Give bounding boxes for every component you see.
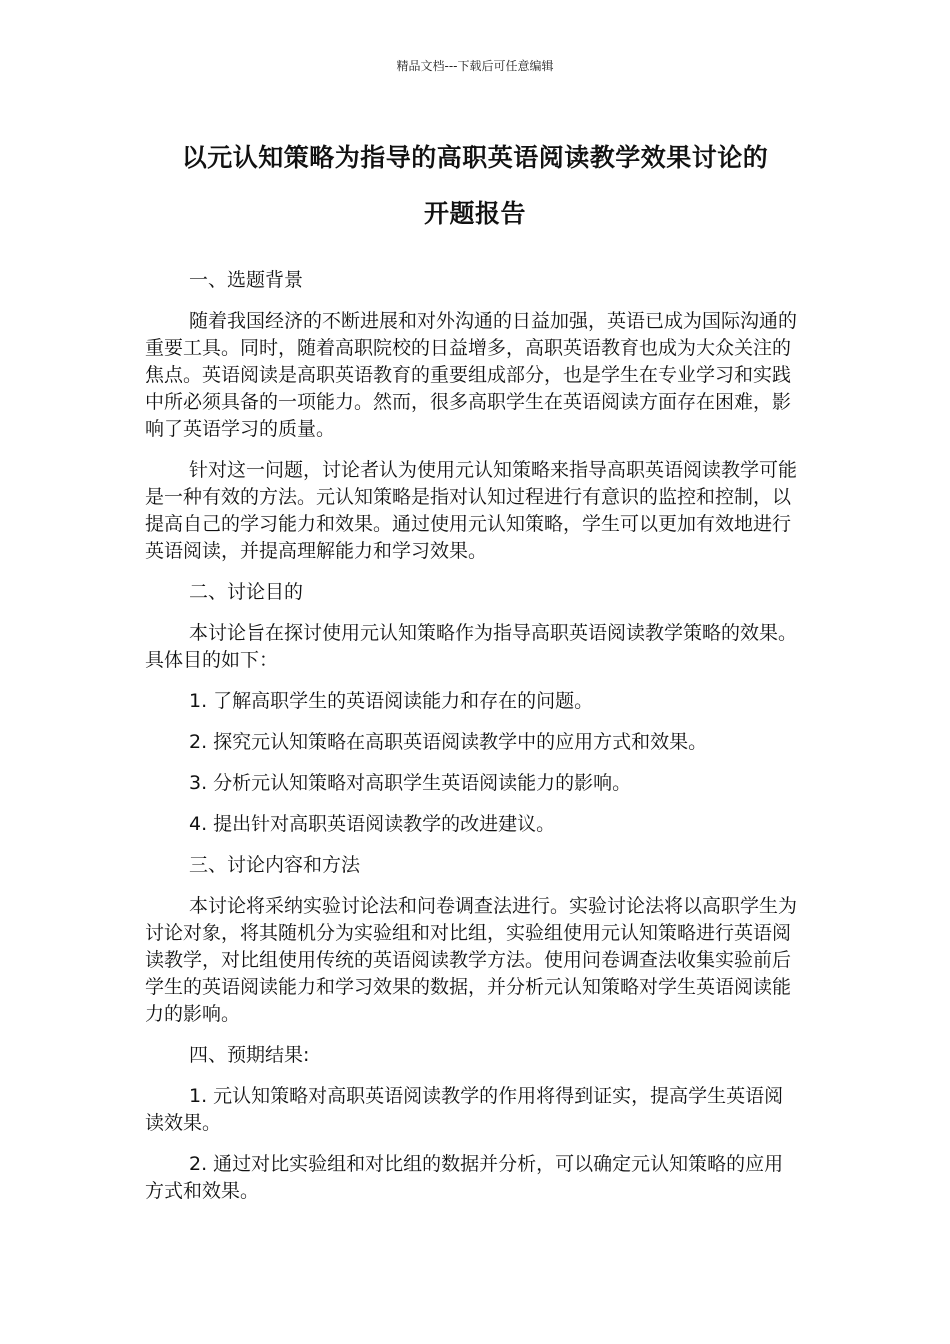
section-heading-methods: 三、讨论内容和方法 bbox=[189, 854, 361, 876]
list-item-result-2: 2. 通过对比实验组和对比组的数据并分析，可以确定元认知策略的应用方式和效果。 bbox=[145, 1153, 784, 1202]
section-heading-background: 一、选题背景 bbox=[189, 269, 304, 291]
section-heading-purpose: 二、讨论目的 bbox=[189, 581, 304, 603]
document-body bbox=[145, 267, 800, 1219]
document-title-line-2: 开题报告 bbox=[423, 199, 526, 228]
list-item-purpose-4: 4. 提出针对高职英语阅读教学的改进建议。 bbox=[189, 813, 556, 835]
section-heading-expected-results: 四、预期结果: bbox=[189, 1044, 310, 1066]
list-item-result-1: 1. 元认知策略对高职英语阅读教学的作用将得到证实，提高学生英语阅读效果。 bbox=[145, 1085, 784, 1134]
page-header: 精品文档---下载后可任意编辑 bbox=[396, 59, 554, 73]
paragraph-background-1: 随着我国经济的不断进展和对外沟通的日益加强，英语已成为国际沟通的重要工具。同时，随着高职院校的日益增多，高职英语教育也成为大众关注的焦点。英语阅读是高职英语教育的重要组成部分，也是学生在专业学习和实践中所必须具备的一项能力。然而，很多高职学生在英语阅读方面存在困难，影响了英语学习的质量。 bbox=[145, 310, 798, 440]
paragraph-methods: 本讨论将采纳实验讨论法和问卷调查法进行。实验讨论法将以高职学生为讨论对象，将其随机分为实验组和对比组，实验组使用元认知策略进行英语阅读教学，对比组使用传统的英语阅读教学方法。使用问卷调查法收集实验前后学生的英语阅读能力和学习效果的数据，并分析元认知策略对学生英语阅读能力的影响。 bbox=[145, 895, 798, 1025]
paragraph-background-2: 针对这一问题，讨论者认为使用元认知策略来指导高职英语阅读教学可能是一种有效的方法。元认知策略是指对认知过程进行有意识的监控和控制，以提高自己的学习能力和效果。通过使用元认知策略，学生可以更加有效地进行英语阅读，并提高理解能力和学习效果。 bbox=[145, 459, 798, 562]
list-item-purpose-3: 3. 分析元认知策略对高职学生英语阅读能力的影响。 bbox=[189, 772, 632, 794]
list-item-purpose-1: 1. 了解高职学生的英语阅读能力和存在的问题。 bbox=[189, 690, 594, 712]
list-item-purpose-2: 2. 探究元认知策略在高职英语阅读教学中的应用方式和效果。 bbox=[189, 731, 708, 753]
document-title-line-1: 以元认知策略为指导的高职英语阅读教学效果讨论的 bbox=[181, 143, 769, 172]
paragraph-purpose: 本讨论旨在探讨使用元认知策略作为指导高职英语阅读教学策略的效果。具体目的如下： bbox=[145, 622, 798, 671]
